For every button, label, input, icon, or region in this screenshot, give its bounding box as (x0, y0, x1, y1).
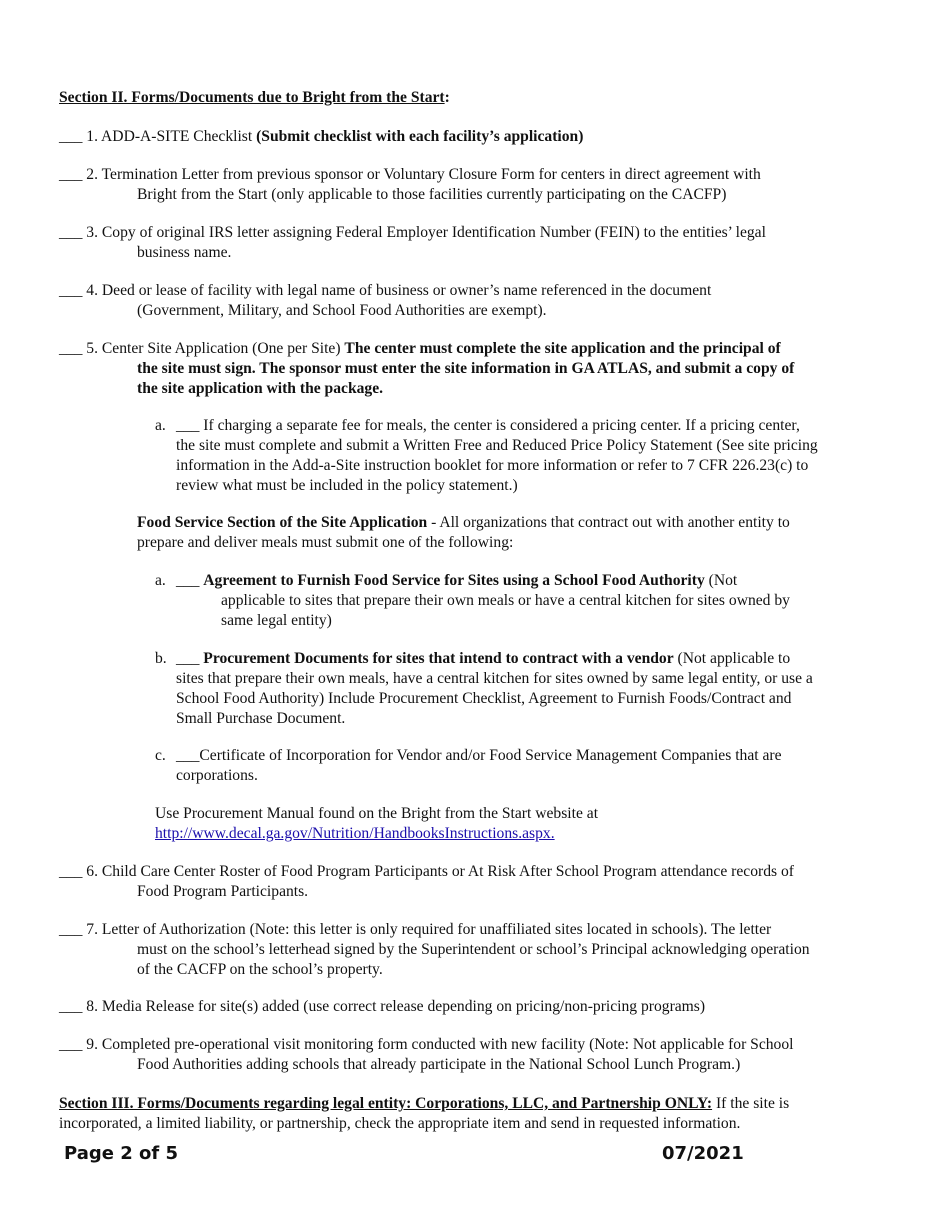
checkbox-blank[interactable]: ___ (176, 572, 200, 589)
checklist-item-7: ___ 7. Letter of Authorization (Note: this letter is only required for unaffiliated sites located in schools). The letter must on the school’s letterhead signed by the Superintendent or school’s Principal acknowledging operation of the CACFP on the school’s property. (59, 921, 810, 978)
food-service-section: Food Service Section of the Site Application - All organizations that contract out with another entity to prepare and deliver meals must submit one of the following: (137, 514, 790, 551)
checkbox-blank[interactable]: ___ (59, 863, 83, 880)
section-2-heading: Section II. Forms/Documents due to Bright from the Start: (59, 89, 450, 106)
checkbox-blank[interactable]: ___ (59, 224, 83, 241)
checklist-item-3: ___ 3. Copy of original IRS letter assigning Federal Employer Identification Number (FEIN) to the entities’ legal business name. (59, 224, 766, 261)
checkbox-blank[interactable]: ___ (176, 650, 200, 667)
section-3-heading: Section III. Forms/Documents regarding legal entity: Corporations, LLC, and Partnership ONLY: (59, 1095, 713, 1112)
checkbox-blank[interactable]: ___ (59, 1036, 83, 1053)
revision-date: 07/2021 (662, 1143, 744, 1164)
food-service-item-c: c. ___Certificate of Incorporation for Vendor and/or Food Service Management Companies that are corporations. (155, 747, 782, 784)
procurement-manual-link[interactable]: http://www.decal.ga.gov/Nutrition/HandbooksInstructions.aspx. (155, 825, 555, 842)
food-service-item-b: b. ___ Procurement Documents for sites that intend to contract with a vendor (Not applicable to sites that prepare their own meals, have a central kitchen for sites owned by same legal entity, or use a School Food Authority) Include Procurement Checklist, Agreement to Furnish Foods/Contract and Small Purchase Document. (155, 650, 813, 727)
checklist-item-5a: a. ___ If charging a separate fee for meals, the center is considered a pricing center. If a pricing center, the site must complete and submit a Written Free and Reduced Price Policy Statement (See site pricing information in the Add-a-Site instruction booklet for more information or refer to 7 CFR 226.23(c) to review what must be included in the policy statement.) (155, 417, 818, 494)
checkbox-blank[interactable]: ___ (59, 128, 83, 145)
checklist-item-9: ___ 9. Completed pre-operational visit monitoring form conducted with new facility (Note: Not applicable for School Food Authorities adding schools that already participate in the National School Lunch Program.) (59, 1036, 794, 1073)
checkbox-blank[interactable]: ___ (59, 998, 83, 1015)
checkbox-blank[interactable]: ___ (176, 417, 200, 434)
checkbox-blank[interactable]: ___ (59, 282, 83, 299)
checklist-item-4: ___ 4. Deed or lease of facility with legal name of business or owner’s name referenced in the document (Government, Military, and School Food Authorities are exempt). (59, 282, 712, 319)
procurement-manual-note: Use Procurement Manual found on the Bright from the Start website at http://www.decal.ga.gov/Nutrition/HandbooksInstructions.aspx. (155, 804, 885, 844)
checkbox-blank[interactable]: ___ (59, 340, 83, 357)
checklist-item-5: ___ 5. Center Site Application (One per Site) The center must complete the site application and the principal of the site must sign. The sponsor must enter the site information in GA ATLAS, and submit a copy of the site application with the package. (59, 340, 795, 397)
checklist-item-1: ___ 1. ADD-A-SITE Checklist (Submit checklist with each facility’s application) (59, 128, 584, 145)
page-number: Page 2 of 5 (64, 1143, 178, 1164)
section-3: Section III. Forms/Documents regarding legal entity: Corporations, LLC, and Partnership ONLY: If the site is incorporated, a limited liability, or partnership, check the appropriate item and send in requested information. (59, 1095, 790, 1132)
checkbox-blank[interactable]: ___ (59, 166, 83, 183)
checklist-item-2: ___ 2. Termination Letter from previous sponsor or Voluntary Closure Form for centers in direct agreement with Bright from the Start (only applicable to those facilities currently participating on the CACFP) (59, 166, 761, 203)
checkbox-blank[interactable]: ___ (59, 921, 83, 938)
checkbox-blank[interactable]: ___ (176, 747, 200, 764)
checklist-item-6: ___ 6. Child Care Center Roster of Food Program Participants or At Risk After School Program attendance records of Food Program Participants. (59, 863, 794, 900)
food-service-item-a: a. ___ Agreement to Furnish Food Service for Sites using a School Food Authority (Not applicable to sites that prepare their own meals or have a central kitchen for sites owned by same legal entity) (155, 572, 790, 629)
checklist-item-8: ___ 8. Media Release for site(s) added (use correct release depending on pricing/non-pricing programs) (59, 998, 706, 1015)
